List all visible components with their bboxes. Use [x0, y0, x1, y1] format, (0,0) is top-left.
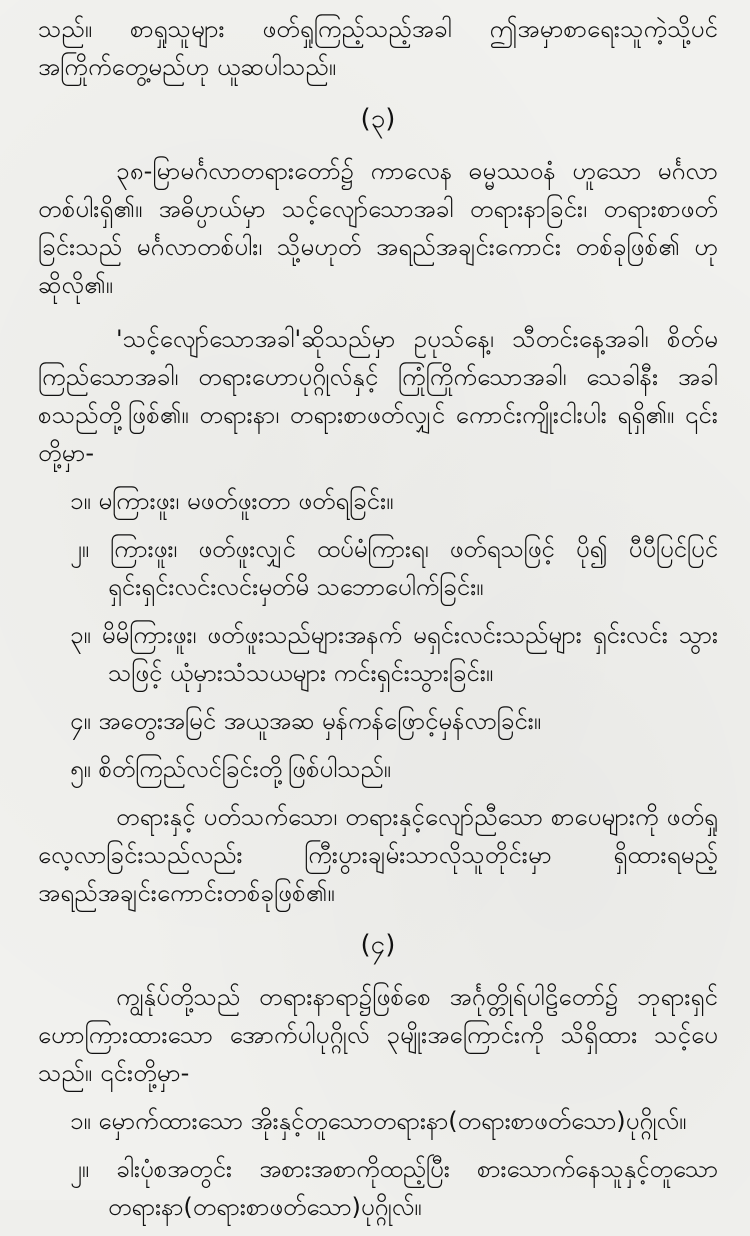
paragraph: ကျွန်ုပ်တို့သည် တရားနာရာ၌ဖြစ်စေ အင်္ဂုတ္တိုရ်ပါဠိတော်၌ ဘုရားရှင် ဟောကြားထားသော အောက်ပါပုဂ္ဂိုလ် ၃မျိုးအကြောင်းကို သိရှိထား သင့်ပေသည်။ ၎င်းတို့မှာ- [38, 983, 718, 1087]
list-item: ၁။ မကြားဖူး၊ မဖတ်ဖူးတာ ဖတ်ရခြင်း။ [70, 487, 394, 515]
section-heading: (၃) [360, 104, 396, 134]
page-content [38, 10, 718, 1236]
paragraph: တရားနှင့် ပတ်သက်သော၊ တရားနှင့်လျော်ညီသော စာပေများကို ဖတ်ရှုလေ့လာခြင်းသည်လည်း ကြီးပွားချမ်းသာလိုသူတိုင်းမှာ ရှိထားရမည့် အရည်အချင်းကောင်းတစ်ခုဖြစ်၏။ [38, 803, 718, 907]
list-item: ၂။ ခါးပုံစအတွင်း အစားအစာကိုထည့်ပြီး စားသောက်နေသူနှင့်တူသော တရားနာ(တရားစာဖတ်သော)ပုဂ္ဂိုလ်။ [70, 1155, 718, 1221]
paragraph: ၃၈-မြာမင်္ဂလာတရားတော်၌ ကာလေန ဓမ္မဿဝနံ ဟူသော မင်္ဂလာတစ်ပါးရှိ၏။ အဓိပ္ပာယ်မှာ သင့်လျော်သောအခါ တရားနာခြင်း၊ တရားစာဖတ်ခြင်းသည် မင်္ဂလာတစ်ပါး၊ သို့မဟုတ် အရည်အချင်းကောင်း တစ်ခုဖြစ်၏ ဟုဆိုလို၏။ [38, 157, 718, 299]
paragraph: သည်။ စာရှုသူများ ဖတ်ရှုကြည့်သည့်အခါ ဤအမှာစာရေးသူကဲ့သို့ပင် အကြိုက်တွေ့မည်ဟု ယူဆပါသည်။ [38, 15, 718, 81]
section-heading: (၄) [360, 930, 396, 960]
list-item: ၄။ အတွေးအမြင် အယူအဆ မှန်ကန်ဖြောင့်မှန်လာခြင်း။ [70, 707, 541, 735]
list-item: ၃။ မိမိကြားဖူး၊ ဖတ်ဖူးသည်များအနက် မရှင်းလင်းသည်များ ရှင်းလင်း သွားသဖြင့် ယုံမှားသံသယများ ကင်းရှင်းသွားခြင်း။ [70, 621, 718, 687]
paragraph: 'သင့်လျော်သောအခါ'ဆိုသည်မှာ ဥပုသ်နေ့၊ သီတင်းနေ့အခါ၊ စိတ်မကြည်သောအခါ၊ တရားဟောပုဂ္ဂိုလ်နှင့် ကြုံကြိုက်သောအခါ၊ သေခါနီး အခါ စသည်တို့ဖြစ်၏။ တရားနာ၊ တရားစာဖတ်လျှင် ကောင်းကျိုးငါးပါး ရရှိ၏။ ၎င်းတို့မှာ- [38, 325, 718, 467]
list-item: ၁။ မှောက်ထားသော အိုးနှင့်တူသောတရားနာ(တရားစာဖတ်သော)ပုဂ္ဂိုလ်။ [70, 1107, 687, 1135]
list-item: ၂။ ကြားဖူး၊ ဖတ်ဖူးလျှင် ထပ်မံကြားရ၊ ဖတ်ရသဖြင့် ပို၍ ပီပီပြင်ပြင် ရှင်းရှင်းလင်းလင်းမှတ်မိ သဘောပေါက်ခြင်း။ [70, 535, 718, 601]
list-item: ၅။ စိတ်ကြည်လင်ခြင်းတို့ဖြစ်ပါသည်။ [70, 755, 391, 783]
